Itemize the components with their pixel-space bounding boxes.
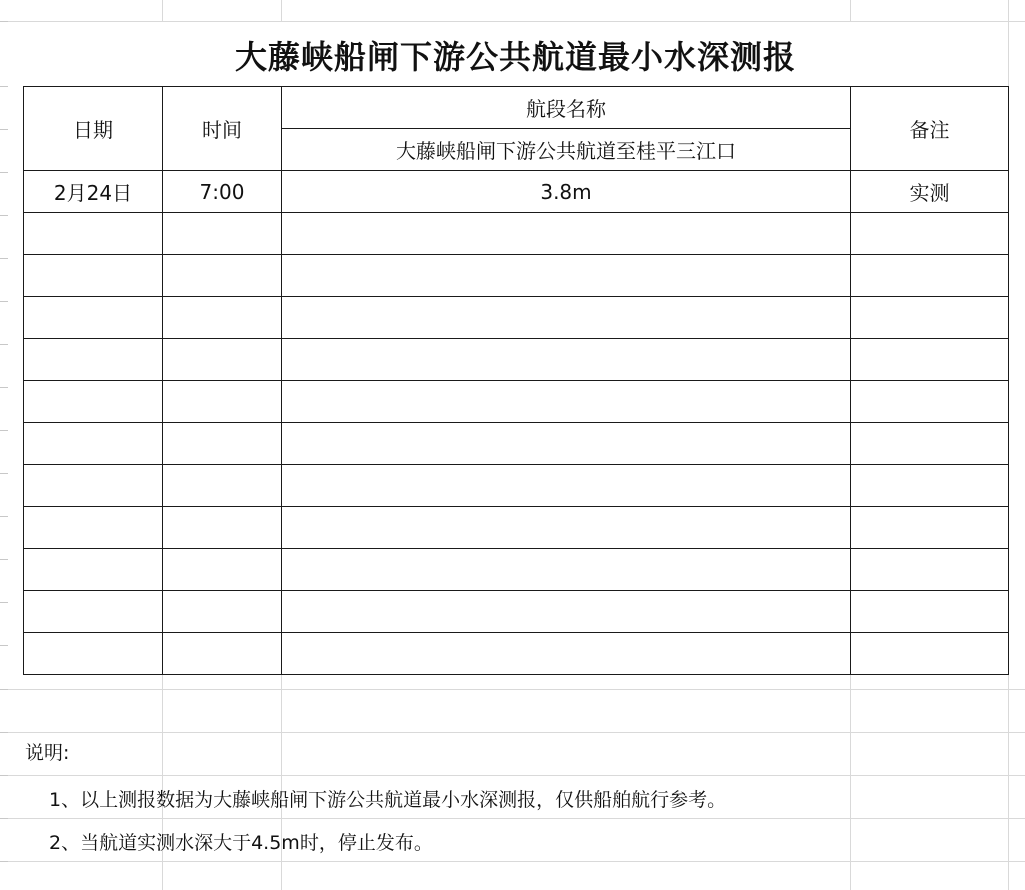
cell-time[interactable] — [163, 633, 282, 675]
header-date[interactable]: 日期 — [24, 87, 163, 171]
cell-depth[interactable] — [282, 297, 851, 339]
cell-depth[interactable] — [282, 465, 851, 507]
cell-time[interactable] — [163, 297, 282, 339]
gridline — [0, 818, 1025, 819]
cell-remark[interactable] — [851, 591, 1009, 633]
table-row — [24, 213, 1009, 255]
cell-remark[interactable] — [851, 633, 1009, 675]
cell-depth[interactable] — [282, 255, 851, 297]
sheet-title: 大藤峡船闸下游公共航道最小水深测报 — [234, 37, 796, 76]
cell-remark[interactable]: 实测 — [851, 171, 1009, 213]
cell-remark[interactable] — [851, 549, 1009, 591]
table-row — [24, 465, 1009, 507]
table-row — [24, 633, 1009, 675]
cell-depth[interactable] — [282, 339, 851, 381]
note-item[interactable]: 1、以上测报数据为大藤峡船闸下游公共航道最小水深测报，仅供船舶航行参考。 — [49, 789, 727, 811]
cell-date[interactable] — [24, 255, 163, 297]
table-row — [24, 591, 1009, 633]
cell-depth[interactable] — [282, 549, 851, 591]
cell-depth[interactable] — [282, 633, 851, 675]
table-row — [24, 423, 1009, 465]
header-section-value[interactable]: 大藤峡船闸下游公共航道至桂平三江口 — [282, 129, 851, 171]
cell-date[interactable] — [24, 507, 163, 549]
cell-time[interactable] — [163, 591, 282, 633]
cell-date[interactable]: 2月24日 — [24, 171, 163, 213]
header-remarks[interactable]: 备注 — [851, 87, 1009, 171]
gridline — [0, 732, 1025, 733]
cell-date[interactable] — [24, 339, 163, 381]
notes-label[interactable]: 说明: — [25, 742, 70, 764]
water-depth-table — [23, 86, 1009, 675]
cell-remark[interactable] — [851, 339, 1009, 381]
cell-date[interactable] — [24, 297, 163, 339]
cell-time[interactable] — [163, 465, 282, 507]
table-row — [24, 507, 1009, 549]
cell-date[interactable] — [24, 213, 163, 255]
cell-date[interactable] — [24, 591, 163, 633]
cell-remark[interactable] — [851, 255, 1009, 297]
table-row — [24, 171, 1009, 213]
cell-depth[interactable] — [282, 423, 851, 465]
cell-time[interactable] — [163, 381, 282, 423]
cell-date[interactable] — [24, 423, 163, 465]
cell-time[interactable] — [163, 339, 282, 381]
cell-depth[interactable] — [282, 591, 851, 633]
cell-remark[interactable] — [851, 465, 1009, 507]
table-row — [24, 549, 1009, 591]
cell-depth[interactable] — [282, 213, 851, 255]
gridline — [0, 775, 1025, 776]
cell-depth[interactable] — [282, 507, 851, 549]
cell-time[interactable]: 7:00 — [163, 171, 282, 213]
cell-remark[interactable] — [851, 213, 1009, 255]
cell-time[interactable] — [163, 213, 282, 255]
cell-date[interactable] — [24, 381, 163, 423]
table-row — [24, 381, 1009, 423]
cell-time[interactable] — [163, 423, 282, 465]
gridline — [0, 861, 1025, 862]
cell-time[interactable] — [163, 255, 282, 297]
cell-remark[interactable] — [851, 297, 1009, 339]
cell-date[interactable] — [24, 465, 163, 507]
cell-date[interactable] — [24, 633, 163, 675]
note-item[interactable]: 2、当航道实测水深大于4.5m时，停止发布。 — [49, 832, 433, 854]
cell-remark[interactable] — [851, 507, 1009, 549]
cell-depth[interactable] — [282, 381, 851, 423]
cell-remark[interactable] — [851, 423, 1009, 465]
row-header-edge[interactable] — [0, 0, 10, 890]
table-row — [24, 255, 1009, 297]
table-row — [24, 297, 1009, 339]
header-section-name[interactable]: 航段名称 — [282, 87, 851, 129]
gridline — [0, 689, 1025, 690]
cell-date[interactable] — [24, 549, 163, 591]
cell-depth[interactable]: 3.8m — [282, 171, 851, 213]
table-row — [24, 339, 1009, 381]
cell-time[interactable] — [163, 549, 282, 591]
header-time[interactable]: 时间 — [163, 87, 282, 171]
cell-remark[interactable] — [851, 381, 1009, 423]
cell-time[interactable] — [163, 507, 282, 549]
